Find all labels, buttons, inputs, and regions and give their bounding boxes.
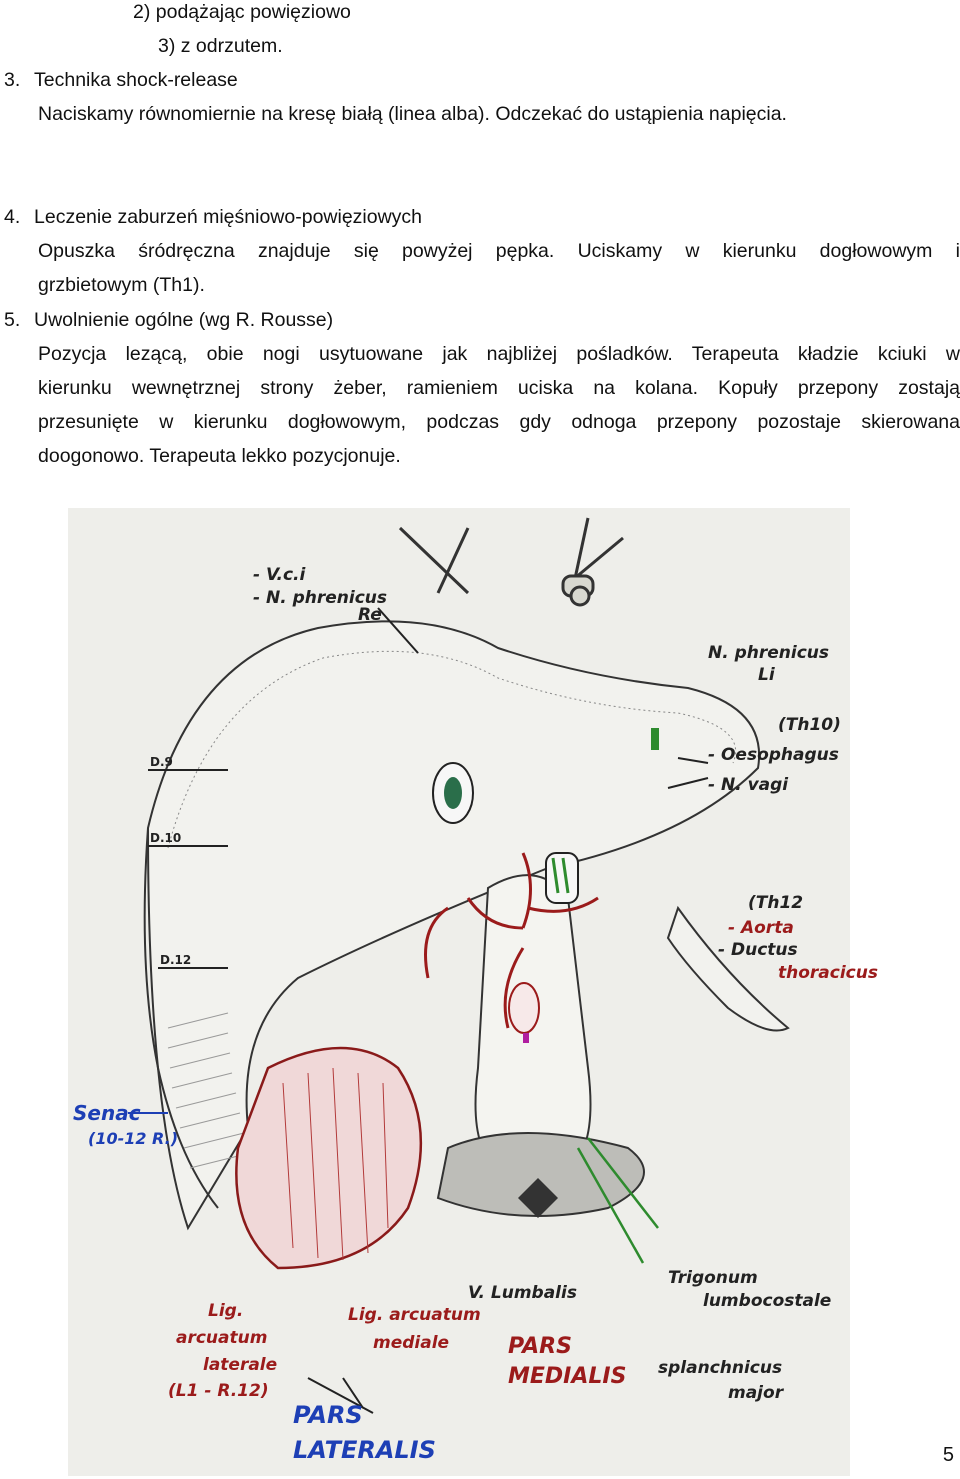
section-5-number: 5. <box>4 309 21 331</box>
label-lig-med-2: mediale <box>373 1333 450 1353</box>
section-4-number: 4. <box>4 206 21 228</box>
section-3-body: Naciskamy równomiernie na kresę białą (linea alba). Odczekać do ustąpienia napięcia. <box>38 103 787 125</box>
label-senac: Senac <box>73 1101 141 1125</box>
label-phrenicus-li: N. phrenicus <box>708 643 830 663</box>
diaphragm-anatomy-figure <box>68 508 878 1476</box>
label-n-vagi: - N. vagi <box>708 775 789 795</box>
section-3-number: 3. <box>4 69 21 91</box>
section-5-body-line-2: kierunku wewnętrznej strony żeber, ramieniem uciska na kolana. Kopuły przepony zostają <box>38 377 960 399</box>
section-5-title: Uwolnienie ogólne (wg R. Rousse) <box>34 309 334 331</box>
section-4-title: Leczenie zaburzeń mięśniowo-powięziowych <box>34 206 423 228</box>
label-phrenicus-re: - N. phrenicus <box>253 588 387 608</box>
label-v-lumbalis: V. Lumbalis <box>468 1283 577 1303</box>
label-lig-lat-1: Lig. <box>208 1301 244 1321</box>
label-trigonum: Trigonum <box>668 1268 758 1288</box>
list-item-2: 2) podążając powięziowo <box>133 1 351 23</box>
label-aorta: - Aorta <box>728 918 794 938</box>
label-d9: D.9 <box>150 755 173 769</box>
section-4-body-line-2: grzbietowym (Th1). <box>38 274 205 296</box>
label-oesophagus: - Oesophagus <box>708 745 839 765</box>
label-pars-medialis-1: PARS <box>508 1334 572 1359</box>
phrenic-left-marker <box>651 728 659 750</box>
label-ductus: - Ductus <box>718 940 798 960</box>
label-lig-med-1: Lig. arcuatum <box>348 1305 481 1325</box>
label-vci: - V.c.i <box>253 565 306 585</box>
section-4-body-line-1: Opuszka śródręczna znajduje się powyżej pępka. Uciskamy w kierunku dogłowowym i <box>38 240 960 262</box>
label-pars-lateralis-2: LATERALIS <box>293 1436 436 1464</box>
label-lig-lat-2: arcuatum <box>176 1328 268 1348</box>
label-lig-lat-3: laterale <box>203 1355 278 1375</box>
label-th10: (Th10) <box>778 715 841 735</box>
label-splanchnicus: splanchnicus <box>658 1358 783 1378</box>
label-lig-lat-4: (L1 - R.12) <box>168 1381 269 1401</box>
label-pars-medialis-2: MEDIALIS <box>508 1364 627 1389</box>
section-3-heading <box>4 68 238 92</box>
label-splanchnicus-major: major <box>728 1383 784 1403</box>
label-lumbocostale: lumbocostale <box>703 1291 832 1311</box>
label-pars-lateralis-1: PARS <box>293 1401 363 1429</box>
section-5-body-line-3: przesunięte w kierunku dogłowowym, podczas gdy odnoga przepony pozostaje skierowana <box>38 411 960 433</box>
label-phrenicus-li-side: Li <box>758 665 775 685</box>
ductus-marker <box>523 1033 529 1043</box>
label-th12: (Th12 <box>748 893 804 913</box>
section-4-heading <box>4 205 422 229</box>
section-5-body-line-1: Pozycja lezącą, obie nogi usytuowane jak najbliżej pośladków. Terapeuta kładzie kciuki w <box>38 343 960 365</box>
label-senac-ribs: (10-12 R.) <box>88 1129 179 1148</box>
section-3-title: Technika shock-release <box>34 69 238 91</box>
section-5-heading <box>4 308 333 332</box>
label-thoracicus: thoracicus <box>778 963 878 983</box>
list-item-3: 3) z odrzutem. <box>158 35 283 57</box>
label-d10: D.10 <box>150 831 182 845</box>
label-d12: D.12 <box>160 953 192 967</box>
page-number: 5 <box>942 1444 954 1466</box>
oesophagus-opening <box>444 777 462 809</box>
section-5-body-line-4: doogonowo. Terapeuta lekko pozycjonuje. <box>38 445 401 467</box>
aorta <box>509 983 539 1033</box>
label-phrenicus-re-side: Re <box>358 605 382 625</box>
